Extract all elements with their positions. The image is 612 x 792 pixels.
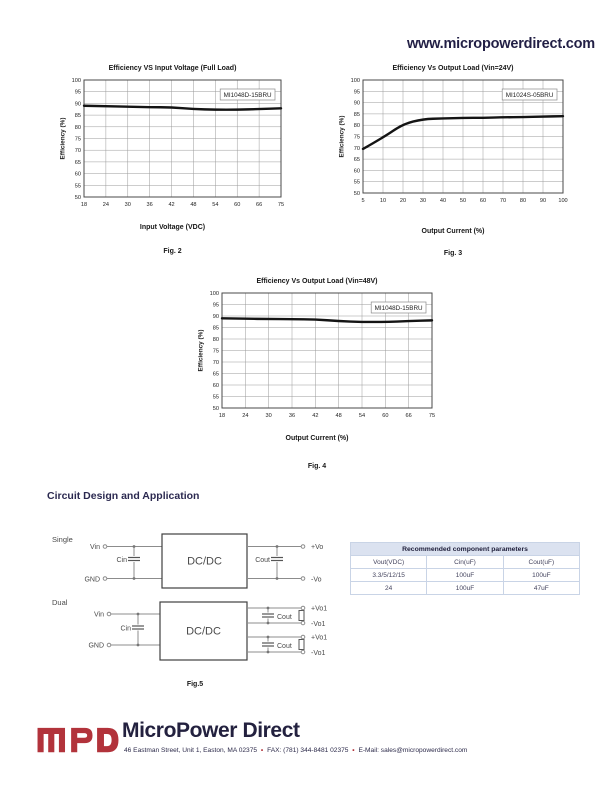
svg-text:95: 95 [353, 89, 360, 96]
vin-terminal [103, 545, 107, 549]
vin-label: Vin [94, 611, 104, 619]
svg-text:40: 40 [439, 198, 447, 204]
load-resistor-icon [299, 611, 304, 621]
column-header: Cout(uF) [503, 556, 579, 569]
pos-vo1-terminal [301, 635, 305, 639]
neg-vo1-label: -Vo1 [311, 621, 326, 628]
svg-text:75: 75 [277, 202, 285, 208]
cout-label: Cout [277, 614, 292, 621]
svg-text:50: 50 [74, 195, 81, 201]
gnd-terminal [103, 577, 107, 581]
svg-text:80: 80 [519, 198, 527, 204]
svg-text:MI1048D-15BRU: MI1048D-15BRU [223, 91, 272, 99]
efficiency-vs-output-load-48v-chart [196, 275, 438, 471]
svg-text:54: 54 [212, 202, 219, 208]
svg-text:75: 75 [353, 134, 360, 141]
svg-text:MI1024S-05BRU: MI1024S-05BRU [505, 91, 554, 99]
svg-text:18: 18 [80, 202, 88, 208]
svg-text:48: 48 [335, 413, 342, 419]
table-cell: 100uF [427, 569, 503, 582]
cin-label: Cin [116, 557, 127, 564]
svg-text:Efficiency (%): Efficiency (%) [197, 329, 205, 372]
svg-text:55: 55 [353, 179, 360, 186]
svg-text:75: 75 [212, 348, 219, 355]
footer-address [124, 747, 467, 754]
svg-text:24: 24 [242, 413, 249, 419]
svg-text:65: 65 [74, 159, 81, 166]
svg-text:70: 70 [74, 148, 81, 155]
application-circuit-schematic [40, 525, 350, 675]
junction-dot [276, 545, 279, 548]
svg-text:48: 48 [190, 202, 197, 208]
gnd-terminal [107, 643, 111, 647]
svg-text:100: 100 [350, 78, 360, 84]
table-title: Recommended component parameters [351, 543, 580, 556]
table-cell: 47uF [503, 582, 579, 595]
svg-text:100: 100 [71, 78, 81, 84]
mpd-logo [36, 720, 120, 754]
junction-dot [267, 636, 270, 639]
svg-text:95: 95 [212, 302, 219, 309]
single-circuit-label: Single [52, 535, 73, 544]
vin-label: Vin [90, 544, 100, 551]
svg-text:90: 90 [74, 101, 81, 108]
junction-dot [267, 651, 270, 654]
svg-text:85: 85 [74, 113, 81, 120]
junction-dot [267, 622, 270, 625]
load-resistor-icon [299, 640, 304, 650]
efficiency-vs-output-load-48v-plot [196, 288, 438, 421]
svg-text:60: 60 [212, 383, 219, 389]
svg-text:65: 65 [212, 371, 219, 378]
svg-text:42: 42 [168, 202, 175, 208]
pos-vo1-label: +Vo1 [311, 634, 328, 642]
svg-text:90: 90 [539, 198, 547, 204]
svg-text:66: 66 [255, 202, 263, 208]
vin-terminal [107, 612, 111, 616]
svg-text:18: 18 [218, 413, 226, 419]
dcdc-label: DC/DC [187, 555, 222, 568]
svg-text:42: 42 [312, 413, 319, 419]
mpd-logo-m [38, 728, 65, 752]
svg-text:66: 66 [405, 413, 412, 419]
svg-text:70: 70 [499, 198, 507, 204]
efficiency-vs-output-load-24v-chart [337, 62, 569, 258]
svg-text:90: 90 [212, 314, 219, 320]
brand-name: MicroPower Direct [122, 719, 300, 742]
svg-text:65: 65 [353, 157, 360, 164]
column-header: Vout(VDC) [351, 556, 427, 569]
svg-text:10: 10 [379, 198, 387, 204]
figure-caption: Fig. 4 [307, 463, 327, 470]
svg-text:85: 85 [212, 325, 219, 332]
section-heading-circuit-design: Circuit Design and Application [47, 490, 200, 502]
table-cell: 24 [351, 582, 427, 595]
svg-text:70: 70 [212, 360, 219, 366]
cout-label: Cout [255, 557, 270, 564]
recommended-components-table [350, 542, 580, 595]
svg-text:55: 55 [212, 394, 219, 401]
neg-vo1-label: -Vo1 [311, 650, 326, 657]
column-header: Cin(uF) [427, 556, 503, 569]
chart-title: Efficiency Vs Output Load (Vin=24V) [392, 65, 514, 72]
figure-caption: Fig. 2 [163, 248, 182, 255]
svg-text:75: 75 [428, 413, 436, 419]
x-axis-label: Input Voltage (VDC) [139, 224, 206, 231]
svg-text:90: 90 [353, 100, 360, 107]
svg-text:85: 85 [353, 111, 360, 118]
x-axis-label: Output Current (%) [421, 228, 485, 235]
table-cell: 100uF [503, 569, 579, 582]
svg-text:60: 60 [234, 202, 241, 208]
svg-text:100: 100 [558, 198, 568, 204]
chart-title: Efficiency VS Input Voltage (Full Load) [108, 65, 237, 72]
svg-text:36: 36 [288, 413, 296, 419]
svg-text:Efficiency (%): Efficiency (%) [338, 115, 346, 158]
website-url: www.micropowerdirect.com [406, 36, 595, 52]
svg-text:30: 30 [124, 202, 131, 208]
pos-vo1-terminal [301, 606, 305, 610]
dcdc-label: DC/DC [186, 625, 221, 638]
svg-text:54: 54 [358, 413, 366, 419]
neg-vo-terminal [301, 577, 305, 581]
address-email: E-Mail: sales@micropowerdirect.com [358, 747, 468, 754]
efficiency-vs-output-load-24v-plot [337, 75, 569, 206]
table-cell: 100uF [427, 582, 503, 595]
neg-vo1-terminal [301, 621, 305, 625]
svg-text:75: 75 [74, 136, 81, 143]
gnd-label: GND [84, 576, 100, 584]
neg-vo-label: -Vo [311, 576, 322, 584]
junction-dot [133, 577, 136, 580]
svg-text:60: 60 [479, 198, 487, 204]
mpd-logo-d [97, 728, 118, 752]
svg-text:36: 36 [146, 202, 153, 208]
svg-text:MI1048D-15BRU: MI1048D-15BRU [374, 304, 423, 312]
svg-text:100: 100 [209, 291, 219, 297]
svg-text:70: 70 [353, 145, 360, 152]
svg-text:50: 50 [212, 406, 219, 412]
svg-text:Efficiency (%): Efficiency (%) [59, 117, 67, 160]
table-row [351, 569, 580, 582]
junction-dot [137, 644, 140, 647]
pos-vo1-label: +Vo1 [311, 605, 328, 613]
address-fax: FAX: (781) 344-8481 02375 [267, 747, 349, 754]
figure-caption: Fig. 3 [443, 250, 463, 257]
cout-label: Cout [277, 643, 292, 650]
cin-label: Cin [120, 625, 131, 633]
svg-text:80: 80 [74, 124, 81, 131]
table-header-row [351, 556, 580, 569]
svg-text:5: 5 [361, 198, 365, 204]
efficiency-vs-input-voltage-plot [58, 75, 287, 210]
bullet-separator: • [260, 747, 264, 754]
junction-dot [137, 613, 140, 616]
svg-text:30: 30 [419, 198, 427, 204]
svg-text:60: 60 [74, 171, 81, 178]
chart-title: Efficiency Vs Output Load (Vin=48V) [256, 278, 378, 285]
svg-text:55: 55 [74, 183, 81, 190]
svg-text:80: 80 [212, 337, 219, 343]
junction-dot [267, 607, 270, 610]
address-street: 46 Eastman Street, Unit 1, Easton, MA 02375 [124, 747, 258, 754]
svg-text:50: 50 [459, 198, 467, 204]
svg-text:60: 60 [353, 168, 360, 175]
svg-text:24: 24 [102, 202, 110, 208]
efficiency-vs-input-voltage-chart [58, 62, 287, 256]
svg-text:80: 80 [353, 123, 360, 130]
bullet-separator: • [352, 747, 355, 754]
gnd-label: GND [88, 642, 104, 650]
table-row [351, 582, 580, 595]
svg-text:20: 20 [399, 198, 407, 204]
svg-text:95: 95 [74, 89, 81, 96]
neg-vo1-terminal [301, 650, 305, 654]
dual-circuit-label: Dual [52, 598, 68, 607]
junction-dot [133, 545, 136, 548]
table-cell: 3.3/5/12/15 [351, 569, 427, 582]
svg-text:50: 50 [353, 191, 360, 197]
pos-vo-label: +Vo [311, 544, 324, 551]
x-axis-label: Output Current (%) [285, 435, 349, 442]
pos-vo-terminal [301, 545, 305, 549]
junction-dot [276, 577, 279, 580]
svg-text:60: 60 [382, 413, 389, 419]
svg-text:30: 30 [265, 413, 272, 419]
figure-caption: Fig.5 [186, 681, 204, 688]
mpd-logo-p [71, 728, 92, 752]
